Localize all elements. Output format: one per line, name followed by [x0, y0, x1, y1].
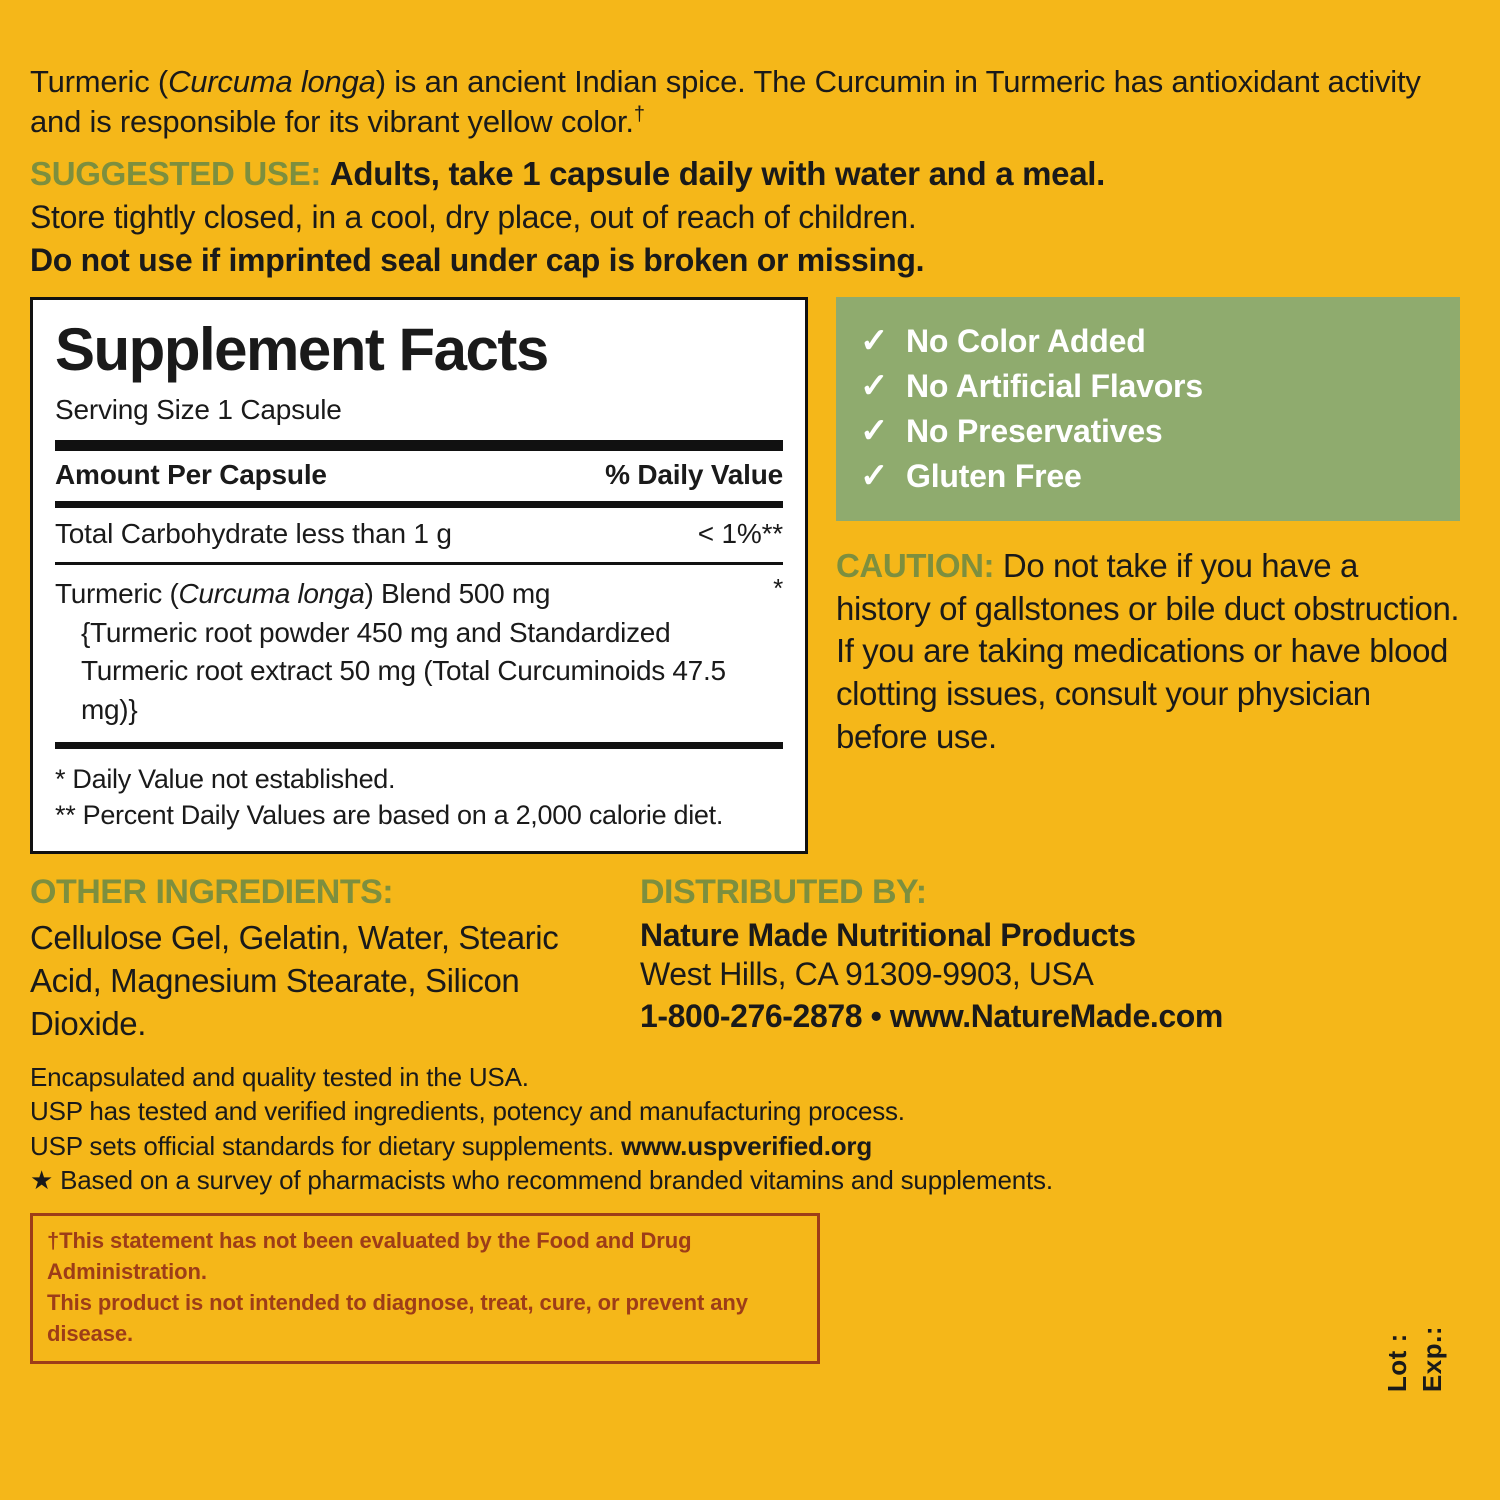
suggested-use-text: Adults, take 1 capsule daily with water and a meal. — [329, 155, 1106, 193]
distributor-address: West Hills, CA 91309-9903, USA — [640, 956, 1094, 993]
fineprint-block — [30, 1060, 1460, 1197]
seal-warning-text: Do not use if imprinted seal under cap is broken or missing. — [30, 241, 925, 278]
serving-size: Serving Size 1 Capsule — [55, 394, 342, 426]
distributor-company: Nature Made Nutritional Products — [640, 917, 1136, 954]
fineprint-line-1: Encapsulated and quality tested in the USA. — [30, 1061, 529, 1092]
facts-column-headers — [55, 451, 783, 501]
caution-block — [836, 545, 1460, 759]
other-ingredients-heading: OTHER INGREDIENTS: — [30, 873, 394, 912]
lower-row — [30, 872, 1460, 1045]
suggested-use-line — [30, 153, 1460, 195]
blend-line3: Turmeric root extract 50 mg (Total Curcuminoids 47.5 mg)} — [81, 655, 726, 725]
disclaimer-line-2: This product is not intended to diagnose, treat, cure, or prevent any disease. — [47, 1289, 748, 1346]
footnote-2: ** Percent Daily Values are based on a 2,000 calorie diet. — [55, 800, 724, 831]
storage-text: Store tightly closed, in a cool, dry place, out of reach of children. — [30, 198, 917, 235]
claim-item — [860, 319, 1442, 364]
caution-text: Do not take if you have a history of gallstones or bile duct obstruction. If you are taking medications or have blood clotting issues, consult your physician before use. — [836, 546, 1460, 756]
exp-label: Exp.: — [1417, 1325, 1447, 1392]
distributed-by-heading: DISTRIBUTED BY: — [640, 873, 927, 912]
dagger-symbol: † — [633, 103, 645, 126]
check-icon: ✓ — [860, 322, 889, 361]
intro-text-part1: Turmeric ( — [30, 64, 169, 99]
distributed-by-block — [640, 872, 1460, 1045]
fineprint-line-3-prefix: USP sets official standards for dietary supplements. — [30, 1130, 622, 1161]
facts-footnotes — [55, 749, 783, 834]
suggested-use-label: SUGGESTED USE: — [30, 155, 322, 193]
intro-botanical-name: Curcuma longa — [168, 64, 376, 99]
claim-label: No Artificial Flavors — [906, 368, 1203, 405]
blend-daily-value: * — [773, 573, 783, 604]
fineprint-line-2: USP has tested and verified ingredients, potency and manufacturing process. — [30, 1096, 905, 1127]
column-header-daily-value: % Daily Value — [605, 459, 783, 491]
caution-label: CAUTION: — [836, 546, 995, 584]
blend-line2: {Turmeric root powder 450 mg and Standardized — [81, 616, 671, 648]
table-row — [55, 508, 783, 562]
check-icon: ✓ — [860, 456, 889, 495]
claim-label: Gluten Free — [906, 458, 1082, 495]
blend-botanical-name: Curcuma longa — [178, 578, 365, 610]
divider-medium-1 — [55, 501, 783, 508]
claim-item — [860, 409, 1442, 454]
supplement-facts-panel — [30, 297, 808, 854]
blend-line1-prefix: Turmeric ( — [55, 578, 179, 610]
usp-verified-link[interactable]: www.uspverified.org — [621, 1130, 873, 1161]
check-icon: ✓ — [860, 411, 889, 450]
claim-label: No Color Added — [906, 323, 1146, 360]
other-ingredients-block — [30, 872, 630, 1045]
fineprint-line-4: ★ Based on a survey of pharmacists who recommend branded vitamins and supplements. — [30, 1164, 1053, 1195]
nutrient-daily-value: < 1%** — [697, 518, 783, 550]
claim-item — [860, 454, 1442, 499]
other-ingredients-text: Cellulose Gel, Gelatin, Water, Stearic Acid, Magnesium Stearate, Silicon Dioxide. — [30, 919, 559, 1043]
divider-medium-2 — [55, 742, 783, 749]
intro-text-part2: ) is an ancient Indian spice. The Curcumin in Turmeric has antioxidant activity and is responsible for its vibrant yellow color. — [30, 64, 1421, 139]
nutrient-name: Total Carbohydrate less than 1 g — [55, 518, 452, 550]
claims-panel — [836, 297, 1460, 521]
divider-thick-top — [55, 440, 783, 451]
distributor-phone-web[interactable]: 1-800-276-2878 • www.NatureMade.com — [640, 997, 1223, 1034]
lot-exp-block — [1382, 1326, 1448, 1392]
fda-disclaimer-box — [30, 1213, 820, 1364]
turmeric-blend-row — [55, 565, 783, 742]
check-icon: ✓ — [860, 366, 889, 405]
right-column — [836, 297, 1460, 759]
column-header-amount: Amount Per Capsule — [55, 459, 327, 491]
fineprint-line-3 — [30, 1129, 1460, 1163]
middle-row — [30, 297, 1460, 854]
supplement-facts-title: Supplement Facts — [55, 316, 548, 384]
lot-label: Lot : — [1382, 1333, 1412, 1392]
footnote-1: * Daily Value not established. — [55, 763, 396, 794]
claim-item — [860, 364, 1442, 409]
blend-line1-suffix: ) Blend 500 mg — [364, 578, 551, 610]
intro-paragraph — [30, 62, 1460, 141]
disclaimer-line-1: †This statement has not been evaluated by the Food and Drug Administration. — [47, 1228, 692, 1284]
claim-label: No Preservatives — [906, 413, 1163, 450]
